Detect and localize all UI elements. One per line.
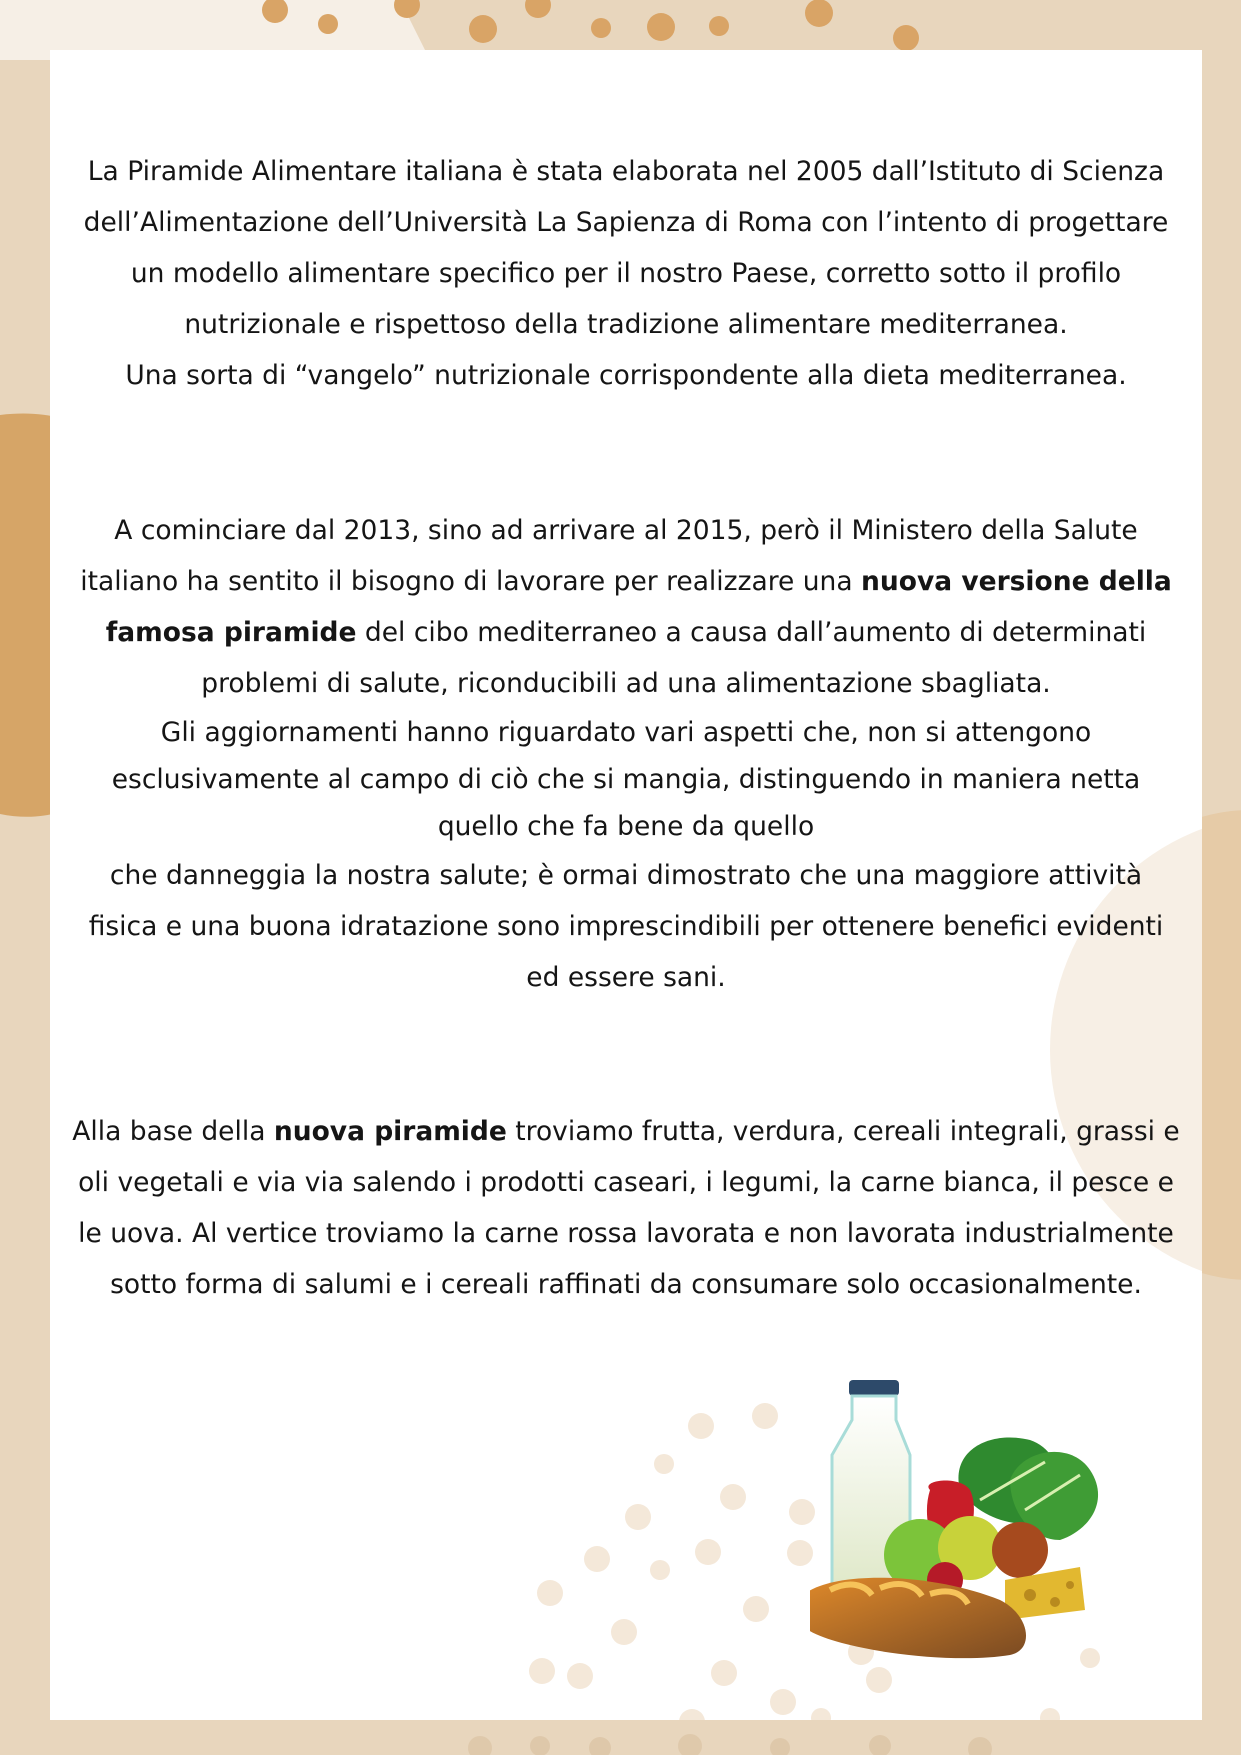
text-line: Una sorta di “vangelo” nutrizionale corrispondente alla dieta mediterranea. [125,360,1127,391]
food-basket-icon [810,1380,1202,1720]
text-line: sotto forma di salumi e i cereali raffinati da consumare solo occasionalmente. [110,1269,1142,1300]
text-segment: italiano ha sentito il bisogno di lavorare per realizzare una [80,566,862,597]
text-line: ed essere sani. [526,962,726,993]
text-line: problemi di salute, riconducibili ad una alimentazione sbagliata. [201,668,1051,699]
text-line: un modello alimentare specifico per il nostro Paese, corretto sotto il profilo [130,258,1122,289]
text-line [70,607,1182,658]
text-line: A cominciare dal 2013, sino ad arrivare al 2015, però il Ministero della Salute [114,515,1138,546]
ministry-paragraph [70,505,1182,1003]
text-line: dell’Alimentazione dell’Università La Sapienza di Roma con l’intento di progettare [83,207,1169,238]
document-page [50,50,1202,1720]
text-line [70,556,1182,607]
text-line: le uova. Al vertice troviamo la carne rossa lavorata e non lavorata industrialmente [78,1218,1174,1249]
intro-paragraph [70,146,1182,401]
onion [992,1522,1048,1578]
pyramid-paragraph [70,1106,1182,1310]
bold-phrase: nuova versione della [861,566,1172,597]
text-line: La Piramide Alimentare italiana è stata elaborata nel 2005 dall’Istituto di Scienza [87,156,1165,187]
bold-phrase: famosa piramide [105,617,357,648]
text-line: fisica e una buona idratazione sono imprescindibili per ottenere benefici evidenti [88,911,1164,942]
text-line: oli vegetali e via via salendo i prodotti caseari, i legumi, la carne bianca, il pesce e [78,1167,1174,1198]
bold-phrase: nuova piramide [273,1116,507,1147]
text-line: esclusivamente al campo di ciò che si mangia, distinguendo in maniera netta [111,764,1141,795]
text-segment: troviamo frutta, verdura, cereali integrali, grassi e [506,1116,1180,1147]
text-segment: del cibo mediterraneo a causa dall’aumento di determinati [356,617,1147,648]
text-segment: Alla base della [72,1116,274,1147]
bread [810,1578,1026,1658]
text-line: quello che fa bene da quello [437,811,815,842]
text-line [70,1106,1182,1157]
text-line: Gli aggiornamenti hanno riguardato vari aspetti che, non si attengono [160,717,1092,748]
text-line: nutrizionale e rispettoso della tradizione alimentare mediterranea. [184,309,1068,340]
text-line: che danneggia la nostra salute; è ormai dimostrato che una maggiore attività [109,860,1143,891]
